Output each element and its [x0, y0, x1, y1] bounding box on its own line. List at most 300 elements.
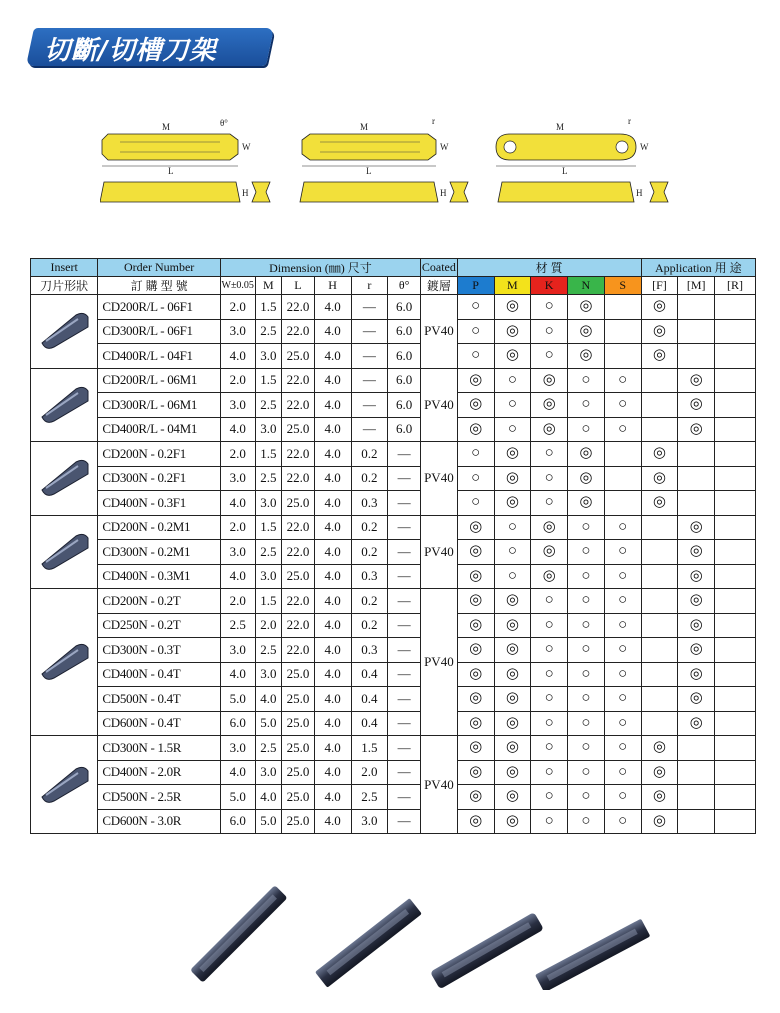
header-insert-zh: 刀片形狀 — [31, 277, 98, 295]
coating-cell: PV40 — [421, 589, 458, 736]
l-cell: 25.0 — [282, 711, 315, 736]
application-m-cell: ◎ — [678, 687, 715, 712]
material-m-cell: ○ — [494, 564, 531, 589]
application-f-cell — [641, 662, 678, 687]
theta-cell: — — [388, 564, 421, 589]
material-m-cell: ◎ — [494, 466, 531, 491]
material-n-cell: ○ — [568, 687, 605, 712]
material-p-cell: ◎ — [457, 711, 494, 736]
material-m-cell: ◎ — [494, 662, 531, 687]
r-cell: — — [351, 344, 388, 369]
application-m-cell: ◎ — [678, 393, 715, 418]
application-f-cell — [641, 417, 678, 442]
application-m-cell — [678, 319, 715, 344]
material-s-cell: ○ — [604, 515, 641, 540]
material-p-cell: ◎ — [457, 589, 494, 614]
l-cell: 22.0 — [282, 466, 315, 491]
label-m: M — [556, 122, 565, 132]
l-cell: 25.0 — [282, 417, 315, 442]
h-cell: 4.0 — [314, 295, 351, 320]
drawing-r-top — [496, 116, 649, 176]
theta-cell: — — [388, 442, 421, 467]
w-cell: 4.0 — [220, 344, 255, 369]
r-cell: 0.4 — [351, 711, 388, 736]
application-m-cell: ◎ — [678, 711, 715, 736]
order-number-cell: CD600N - 3.0R — [98, 809, 221, 834]
label-theta: θ° — [220, 118, 228, 128]
w-cell: 3.0 — [220, 466, 255, 491]
application-r-cell — [715, 491, 756, 516]
application-m-cell: ◎ — [678, 564, 715, 589]
r-cell: 0.2 — [351, 540, 388, 565]
material-n-cell: ○ — [568, 809, 605, 834]
material-n-cell: ○ — [568, 589, 605, 614]
h-cell: 4.0 — [314, 564, 351, 589]
w-cell: 2.0 — [220, 368, 255, 393]
application-f-cell: ◎ — [641, 344, 678, 369]
material-p-cell: ◎ — [457, 393, 494, 418]
application-f-cell: ◎ — [641, 736, 678, 761]
table-row — [31, 785, 756, 810]
insert-profile-icon — [36, 638, 92, 682]
header-col-theta: θ° — [388, 277, 421, 295]
order-number-cell: CD400R/L - 04F1 — [98, 344, 221, 369]
material-n-cell: ○ — [568, 662, 605, 687]
material-s-cell: ○ — [604, 417, 641, 442]
material-k-cell: ○ — [531, 466, 568, 491]
material-s-cell — [604, 442, 641, 467]
material-s-cell: ○ — [604, 736, 641, 761]
table-row — [31, 662, 756, 687]
application-r-cell — [715, 368, 756, 393]
header-coated-zh: 鍍層 — [421, 277, 458, 295]
material-k-cell: ○ — [531, 442, 568, 467]
h-cell: 4.0 — [314, 491, 351, 516]
application-m-cell — [678, 491, 715, 516]
r-cell: 0.2 — [351, 442, 388, 467]
order-number-cell: CD400N - 0.4T — [98, 662, 221, 687]
material-p-cell: ○ — [457, 319, 494, 344]
w-cell: 4.0 — [220, 491, 255, 516]
application-r-cell — [715, 638, 756, 663]
application-m-cell: ◎ — [678, 589, 715, 614]
table-row — [31, 711, 756, 736]
application-r-cell — [715, 785, 756, 810]
m-cell: 3.0 — [255, 760, 282, 785]
m-cell: 2.0 — [255, 613, 282, 638]
l-cell: 22.0 — [282, 515, 315, 540]
material-p-cell: ◎ — [457, 515, 494, 540]
insert-profile-icon — [36, 307, 92, 351]
application-f-cell: ◎ — [641, 319, 678, 344]
w-cell: 4.0 — [220, 662, 255, 687]
material-p-cell: ◎ — [457, 564, 494, 589]
label-w: W — [640, 142, 649, 152]
order-number-cell: CD400R/L - 04M1 — [98, 417, 221, 442]
application-r-cell — [715, 393, 756, 418]
m-cell: 3.0 — [255, 564, 282, 589]
w-cell: 3.0 — [220, 393, 255, 418]
material-m-cell: ○ — [494, 368, 531, 393]
table-row — [31, 687, 756, 712]
material-s-cell: ○ — [604, 393, 641, 418]
m-cell: 3.0 — [255, 417, 282, 442]
w-cell: 4.0 — [220, 564, 255, 589]
r-cell: 0.3 — [351, 638, 388, 663]
label-w: W — [242, 142, 251, 152]
material-k-cell: ◎ — [531, 540, 568, 565]
theta-cell: 6.0 — [388, 393, 421, 418]
l-cell: 22.0 — [282, 540, 315, 565]
header-col-m: M — [255, 277, 282, 295]
insert-shape-cell — [31, 295, 98, 369]
material-s-cell: ○ — [604, 760, 641, 785]
material-s-cell: ○ — [604, 638, 641, 663]
material-p-cell: ◎ — [457, 687, 494, 712]
label-h: H — [636, 188, 643, 198]
material-s-cell — [604, 344, 641, 369]
material-n-cell: ○ — [568, 760, 605, 785]
application-m-cell: ◎ — [678, 417, 715, 442]
label-h: H — [440, 188, 447, 198]
w-cell: 6.0 — [220, 711, 255, 736]
material-k-cell: ○ — [531, 760, 568, 785]
order-number-cell: CD400N - 0.3F1 — [98, 491, 221, 516]
material-n-cell: ◎ — [568, 442, 605, 467]
header-app-f: [F] — [641, 277, 678, 295]
material-p-cell: ◎ — [457, 736, 494, 761]
material-p-cell: ○ — [457, 295, 494, 320]
r-cell: — — [351, 319, 388, 344]
l-cell: 25.0 — [282, 564, 315, 589]
application-f-cell: ◎ — [641, 442, 678, 467]
material-p-cell: ○ — [457, 491, 494, 516]
material-m-cell: ◎ — [494, 760, 531, 785]
w-cell: 6.0 — [220, 809, 255, 834]
r-cell: 3.0 — [351, 809, 388, 834]
table-row — [31, 589, 756, 614]
application-r-cell — [715, 417, 756, 442]
application-f-cell — [641, 393, 678, 418]
label-l: L — [562, 166, 568, 176]
theta-cell: 6.0 — [388, 319, 421, 344]
material-s-cell: ○ — [604, 711, 641, 736]
w-cell: 3.0 — [220, 638, 255, 663]
l-cell: 25.0 — [282, 662, 315, 687]
material-k-cell: ◎ — [531, 515, 568, 540]
material-n-cell: ○ — [568, 393, 605, 418]
order-number-cell: CD500N - 2.5R — [98, 785, 221, 810]
coating-cell: PV40 — [421, 442, 458, 516]
h-cell: 4.0 — [314, 466, 351, 491]
w-cell: 4.0 — [220, 417, 255, 442]
application-m-cell — [678, 466, 715, 491]
material-k-cell: ◎ — [531, 564, 568, 589]
application-m-cell — [678, 344, 715, 369]
w-cell: 3.0 — [220, 736, 255, 761]
order-number-cell: CD300R/L - 06M1 — [98, 393, 221, 418]
page-title: 切斷/切槽刀架 — [44, 36, 217, 66]
order-number-cell: CD300N - 0.2F1 — [98, 466, 221, 491]
label-r: r — [628, 116, 631, 126]
theta-cell: — — [388, 515, 421, 540]
drawing-t-side — [300, 182, 468, 202]
l-cell: 22.0 — [282, 295, 315, 320]
product-photo-1 — [190, 885, 288, 983]
application-m-cell — [678, 760, 715, 785]
application-r-cell — [715, 564, 756, 589]
material-s-cell: ○ — [604, 368, 641, 393]
header-app-r: [R] — [715, 277, 756, 295]
application-f-cell: ◎ — [641, 491, 678, 516]
material-k-cell: ○ — [531, 662, 568, 687]
m-cell: 2.5 — [255, 466, 282, 491]
material-s-cell — [604, 491, 641, 516]
r-cell: 1.5 — [351, 736, 388, 761]
m-cell: 3.0 — [255, 491, 282, 516]
material-m-cell: ◎ — [494, 319, 531, 344]
table-row — [31, 809, 756, 834]
m-cell: 5.0 — [255, 711, 282, 736]
table-row — [31, 540, 756, 565]
order-number-cell: CD250N - 0.2T — [98, 613, 221, 638]
coating-cell: PV40 — [421, 295, 458, 369]
material-p-cell: ◎ — [457, 809, 494, 834]
material-s-cell: ○ — [604, 564, 641, 589]
header-mat-p: P — [457, 277, 494, 295]
material-p-cell: ○ — [457, 344, 494, 369]
label-m: M — [162, 122, 171, 132]
table-row — [31, 344, 756, 369]
m-cell: 4.0 — [255, 687, 282, 712]
material-k-cell: ○ — [531, 344, 568, 369]
application-r-cell — [715, 687, 756, 712]
r-cell: 0.4 — [351, 687, 388, 712]
table-row — [31, 760, 756, 785]
material-n-cell: ○ — [568, 515, 605, 540]
material-n-cell: ◎ — [568, 466, 605, 491]
l-cell: 25.0 — [282, 809, 315, 834]
insert-technical-drawings — [100, 110, 680, 210]
material-m-cell: ◎ — [494, 785, 531, 810]
w-cell: 2.5 — [220, 613, 255, 638]
material-m-cell: ◎ — [494, 295, 531, 320]
material-n-cell: ○ — [568, 736, 605, 761]
application-r-cell — [715, 809, 756, 834]
l-cell: 25.0 — [282, 491, 315, 516]
w-cell: 5.0 — [220, 785, 255, 810]
spec-table — [30, 258, 756, 834]
application-m-cell: ◎ — [678, 662, 715, 687]
application-r-cell — [715, 442, 756, 467]
title-banner — [30, 28, 270, 66]
material-m-cell: ◎ — [494, 442, 531, 467]
h-cell: 4.0 — [314, 736, 351, 761]
application-f-cell: ◎ — [641, 760, 678, 785]
order-number-cell: CD400N - 0.3M1 — [98, 564, 221, 589]
application-m-cell — [678, 785, 715, 810]
material-k-cell: ○ — [531, 638, 568, 663]
application-m-cell — [678, 809, 715, 834]
material-m-cell: ○ — [494, 417, 531, 442]
application-r-cell — [715, 711, 756, 736]
order-number-cell: CD300N - 0.2M1 — [98, 540, 221, 565]
w-cell: 2.0 — [220, 589, 255, 614]
h-cell: 4.0 — [314, 760, 351, 785]
product-photo-4 — [535, 919, 650, 990]
m-cell: 5.0 — [255, 809, 282, 834]
application-m-cell — [678, 442, 715, 467]
material-k-cell: ○ — [531, 319, 568, 344]
material-n-cell: ◎ — [568, 491, 605, 516]
label-h: H — [242, 188, 249, 198]
r-cell: 0.3 — [351, 564, 388, 589]
material-p-cell: ○ — [457, 466, 494, 491]
m-cell: 2.5 — [255, 393, 282, 418]
table-row — [31, 442, 756, 467]
h-cell: 4.0 — [314, 319, 351, 344]
material-k-cell: ◎ — [531, 417, 568, 442]
label-m: M — [360, 122, 369, 132]
insert-profile-icon — [36, 454, 92, 498]
material-s-cell — [604, 466, 641, 491]
application-r-cell — [715, 736, 756, 761]
product-photo-3 — [430, 912, 544, 989]
l-cell: 22.0 — [282, 393, 315, 418]
material-p-cell: ◎ — [457, 662, 494, 687]
table-row — [31, 417, 756, 442]
header-mat-s: S — [604, 277, 641, 295]
h-cell: 4.0 — [314, 711, 351, 736]
h-cell: 4.0 — [314, 442, 351, 467]
header-dimension: Dimension (㎜) 尺寸 — [220, 259, 420, 277]
table-row — [31, 613, 756, 638]
application-f-cell — [641, 540, 678, 565]
h-cell: 4.0 — [314, 589, 351, 614]
material-p-cell: ◎ — [457, 368, 494, 393]
material-k-cell: ○ — [531, 785, 568, 810]
material-n-cell: ○ — [568, 564, 605, 589]
header-col-w: W±0.05 — [220, 277, 255, 295]
header-app-m: [M] — [678, 277, 715, 295]
r-cell: — — [351, 295, 388, 320]
m-cell: 2.5 — [255, 319, 282, 344]
theta-cell: — — [388, 785, 421, 810]
drawing-f1-top — [102, 118, 251, 176]
insert-profile-icon — [36, 381, 92, 425]
material-p-cell: ◎ — [457, 760, 494, 785]
theta-cell: 6.0 — [388, 368, 421, 393]
material-n-cell: ○ — [568, 711, 605, 736]
material-m-cell: ◎ — [494, 589, 531, 614]
application-f-cell: ◎ — [641, 466, 678, 491]
table-row — [31, 295, 756, 320]
table-row — [31, 393, 756, 418]
material-m-cell: ◎ — [494, 711, 531, 736]
material-n-cell: ○ — [568, 785, 605, 810]
theta-cell: — — [388, 711, 421, 736]
header-col-l: L — [282, 277, 315, 295]
application-f-cell — [641, 589, 678, 614]
drawing-t-top — [302, 116, 449, 176]
coating-cell: PV40 — [421, 515, 458, 589]
material-n-cell: ○ — [568, 368, 605, 393]
material-k-cell: ○ — [531, 711, 568, 736]
l-cell: 22.0 — [282, 442, 315, 467]
application-f-cell — [641, 564, 678, 589]
application-r-cell — [715, 295, 756, 320]
l-cell: 25.0 — [282, 785, 315, 810]
material-p-cell: ◎ — [457, 785, 494, 810]
r-cell: 0.2 — [351, 613, 388, 638]
r-cell: — — [351, 393, 388, 418]
product-photos — [180, 880, 660, 990]
insert-profile-icon — [36, 761, 92, 805]
material-n-cell: ◎ — [568, 344, 605, 369]
m-cell: 2.5 — [255, 736, 282, 761]
material-k-cell: ○ — [531, 613, 568, 638]
label-l: L — [366, 166, 372, 176]
application-f-cell — [641, 613, 678, 638]
r-cell: — — [351, 368, 388, 393]
w-cell: 3.0 — [220, 540, 255, 565]
application-m-cell: ◎ — [678, 638, 715, 663]
material-k-cell: ○ — [531, 295, 568, 320]
w-cell: 4.0 — [220, 760, 255, 785]
material-s-cell: ○ — [604, 540, 641, 565]
material-s-cell: ○ — [604, 809, 641, 834]
material-n-cell: ○ — [568, 638, 605, 663]
r-cell: 0.2 — [351, 466, 388, 491]
m-cell: 1.5 — [255, 515, 282, 540]
insert-profile-icon — [36, 528, 92, 572]
header-insert: Insert — [31, 259, 98, 277]
material-s-cell: ○ — [604, 785, 641, 810]
theta-cell: — — [388, 809, 421, 834]
material-k-cell: ○ — [531, 687, 568, 712]
material-m-cell: ◎ — [494, 344, 531, 369]
theta-cell: — — [388, 760, 421, 785]
header-mat-n: N — [568, 277, 605, 295]
material-m-cell: ◎ — [494, 491, 531, 516]
header-mat-k: K — [531, 277, 568, 295]
application-m-cell — [678, 295, 715, 320]
application-f-cell — [641, 368, 678, 393]
application-r-cell — [715, 319, 756, 344]
material-m-cell: ◎ — [494, 687, 531, 712]
material-n-cell: ○ — [568, 540, 605, 565]
h-cell: 4.0 — [314, 417, 351, 442]
header-material: 材 質 — [457, 259, 641, 277]
drawing-f1-side — [100, 182, 270, 202]
h-cell: 4.0 — [314, 687, 351, 712]
material-k-cell: ○ — [531, 589, 568, 614]
theta-cell: 6.0 — [388, 417, 421, 442]
material-s-cell: ○ — [604, 613, 641, 638]
material-m-cell: ◎ — [494, 613, 531, 638]
spec-table-body — [31, 295, 756, 834]
table-row — [31, 466, 756, 491]
m-cell: 4.0 — [255, 785, 282, 810]
application-m-cell — [678, 736, 715, 761]
table-row — [31, 515, 756, 540]
w-cell: 3.0 — [220, 319, 255, 344]
application-r-cell — [715, 760, 756, 785]
r-cell: 0.3 — [351, 491, 388, 516]
coating-cell: PV40 — [421, 368, 458, 442]
h-cell: 4.0 — [314, 393, 351, 418]
h-cell: 4.0 — [314, 515, 351, 540]
